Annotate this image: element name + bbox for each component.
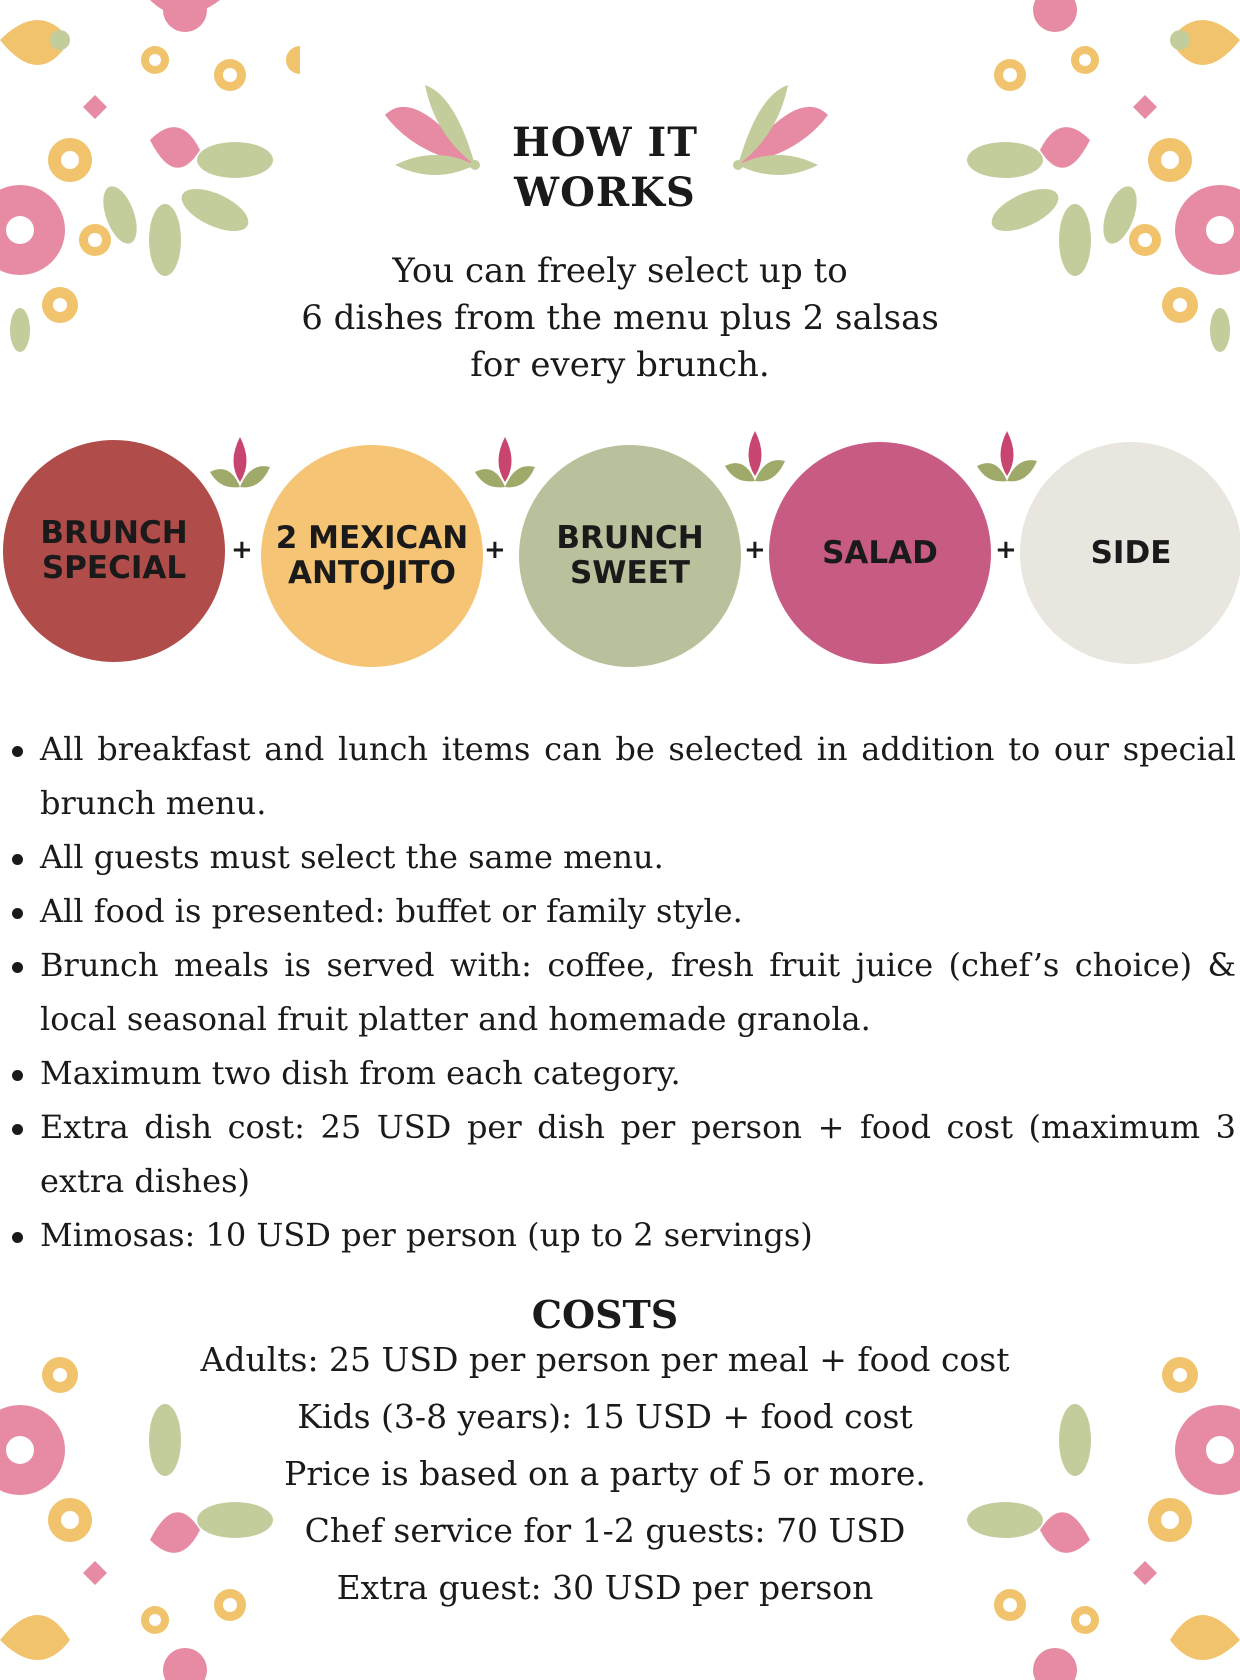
list-item: All guests must select the same menu. xyxy=(0,830,1236,884)
plus-sign: + xyxy=(744,535,766,565)
sprig-icon xyxy=(205,432,275,502)
sprig-icon xyxy=(720,426,790,496)
list-item: All breakfast and lunch items can be selected in addition to our special brunch menu. xyxy=(0,722,1236,830)
intro-text xyxy=(220,248,1020,389)
rules-list xyxy=(0,722,1236,1262)
costs-title: COSTS xyxy=(531,1292,679,1337)
category-brunch-special xyxy=(3,440,225,662)
cost-line: Chef service for 1-2 guests: 70 USD xyxy=(304,1511,906,1550)
plus-sign: + xyxy=(231,535,253,565)
intro-line-2: 6 dishes from the menu plus 2 salsas xyxy=(301,298,939,338)
plus-sign: + xyxy=(995,535,1017,565)
list-item: Brunch meals is served with: coffee, fresh fruit juice (chef’s choice) & local seasonal fruit platter and homemade granola. xyxy=(0,938,1236,1046)
cost-line: Extra guest: 30 USD per person xyxy=(336,1568,874,1607)
sprig-icon xyxy=(470,432,540,502)
category-mexican-antojito xyxy=(261,445,483,667)
cost-line: Kids (3-8 years): 15 USD + food cost xyxy=(297,1397,913,1436)
category-label: ANTOJITO xyxy=(287,555,456,591)
category-salad xyxy=(769,442,991,664)
category-label: SWEET xyxy=(569,555,691,591)
sprig-icon xyxy=(972,426,1042,496)
cost-line: Price is based on a party of 5 or more. xyxy=(284,1454,926,1493)
category-label: BRUNCH xyxy=(40,515,188,551)
category-label: SIDE xyxy=(1090,534,1172,571)
title-line-1: HOW IT xyxy=(512,119,698,166)
intro-line-1: You can freely select up to xyxy=(392,251,848,291)
category-side xyxy=(1020,442,1240,664)
page-title xyxy=(420,118,790,218)
category-label: BRUNCH xyxy=(556,520,704,556)
title-line-2: WORKS xyxy=(514,169,696,216)
cost-line: Adults: 25 USD per person per meal + food cost xyxy=(200,1340,1010,1379)
category-label: SALAD xyxy=(822,534,938,571)
plus-sign: + xyxy=(484,535,506,565)
category-label: 2 MEXICAN xyxy=(275,520,469,556)
list-item: Extra dish cost: 25 USD per dish per person + food cost (maximum 3 extra dishes) xyxy=(0,1100,1236,1208)
list-item: All food is presented: buffet or family style. xyxy=(0,884,1236,938)
category-label: SPECIAL xyxy=(41,550,187,586)
intro-line-3: for every brunch. xyxy=(470,345,770,385)
category-brunch-sweet xyxy=(519,445,741,667)
list-item: Maximum two dish from each category. xyxy=(0,1046,1236,1100)
list-item: Mimosas: 10 USD per person (up to 2 servings) xyxy=(0,1208,1236,1262)
